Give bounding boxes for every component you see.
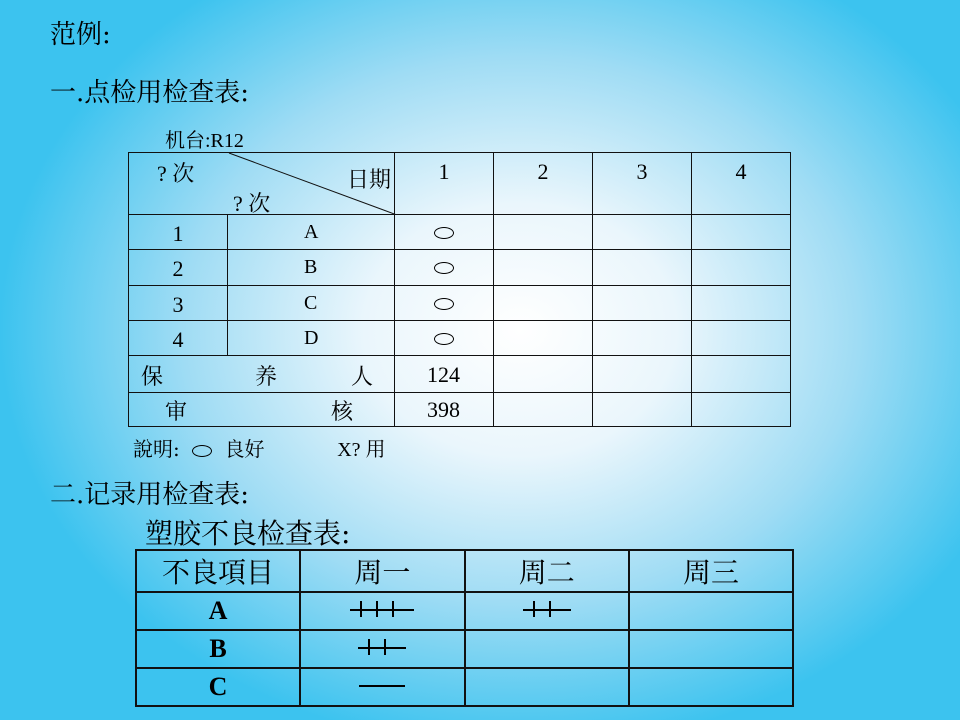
sign-cell bbox=[692, 393, 791, 427]
note-unused: X? 用 bbox=[337, 439, 386, 461]
note-good: 良好 bbox=[224, 437, 265, 461]
check-cell bbox=[395, 250, 494, 286]
defect-row-label: C bbox=[136, 668, 300, 706]
row-item: A bbox=[228, 215, 395, 250]
check-cell bbox=[395, 321, 494, 356]
section2-title: 二.记录用检查表: bbox=[50, 480, 250, 510]
tally-cell bbox=[300, 592, 465, 630]
dash-mark bbox=[359, 676, 405, 694]
corner-bottom-label: ? 次 bbox=[233, 191, 271, 216]
check-cell bbox=[593, 321, 692, 356]
check-cell bbox=[494, 286, 593, 321]
check-cell bbox=[692, 286, 791, 321]
sign-cell bbox=[692, 356, 791, 393]
tally-cell bbox=[629, 668, 793, 706]
check-cell bbox=[692, 321, 791, 356]
day-header: 3 bbox=[593, 153, 692, 215]
reviewer-label-a: 审 bbox=[165, 399, 188, 424]
col-header: 周三 bbox=[629, 550, 793, 592]
col-header: 不良項目 bbox=[136, 550, 300, 592]
sign-cell bbox=[494, 393, 593, 427]
good-mark-icon bbox=[434, 262, 454, 274]
note-prefix: 說明: bbox=[133, 437, 180, 461]
sign-cell bbox=[494, 356, 593, 393]
maintainer-label-a: 保 bbox=[141, 364, 164, 389]
maintainer-label-b: 养 bbox=[255, 364, 278, 389]
day-header: 4 bbox=[692, 153, 791, 215]
tally-cell bbox=[465, 668, 629, 706]
check-cell bbox=[593, 286, 692, 321]
day-header: 2 bbox=[494, 153, 593, 215]
tally-cell bbox=[629, 630, 793, 668]
check-cell bbox=[494, 321, 593, 356]
check-cell bbox=[593, 250, 692, 286]
inspection-table bbox=[128, 152, 791, 427]
good-mark-icon bbox=[434, 227, 454, 239]
check-cell bbox=[593, 215, 692, 250]
maintainer-label-cell bbox=[129, 356, 395, 393]
check-cell bbox=[692, 215, 791, 250]
machine-label: 机台:R12 bbox=[165, 130, 244, 152]
good-mark-icon bbox=[434, 333, 454, 345]
corner-top-label: ? 次 bbox=[157, 161, 195, 186]
corner-header-cell bbox=[129, 153, 395, 215]
tally-mark bbox=[350, 600, 414, 618]
section1-title: 一.点检用检查表: bbox=[50, 78, 250, 108]
page-heading: 范例: bbox=[50, 20, 111, 50]
row-number: 4 bbox=[129, 321, 228, 356]
tally-mark bbox=[523, 600, 571, 618]
tally-cell bbox=[629, 592, 793, 630]
sign-cell bbox=[593, 393, 692, 427]
defect-table-title: 塑胶不良检查表: bbox=[145, 517, 351, 550]
sign-cell bbox=[593, 356, 692, 393]
tally-mark bbox=[358, 638, 406, 656]
row-item: C bbox=[228, 286, 395, 321]
tally-cell bbox=[300, 630, 465, 668]
maintainer-value: 124 bbox=[395, 356, 494, 393]
good-mark-icon bbox=[192, 445, 212, 457]
row-number: 2 bbox=[129, 250, 228, 286]
defect-row-label: B bbox=[136, 630, 300, 668]
tally-cell bbox=[465, 630, 629, 668]
check-cell bbox=[494, 250, 593, 286]
reviewer-value: 398 bbox=[395, 393, 494, 427]
col-header: 周一 bbox=[300, 550, 465, 592]
tally-cell bbox=[300, 668, 465, 706]
row-number: 1 bbox=[129, 215, 228, 250]
tally-cell bbox=[465, 592, 629, 630]
row-item: B bbox=[228, 250, 395, 286]
check-cell bbox=[395, 286, 494, 321]
row-item: D bbox=[228, 321, 395, 356]
day-header: 1 bbox=[395, 153, 494, 215]
reviewer-label-b: 核 bbox=[331, 399, 354, 424]
reviewer-label-cell bbox=[129, 393, 395, 427]
row-number: 3 bbox=[129, 286, 228, 321]
corner-date-label: 日期 bbox=[347, 167, 392, 192]
note-line bbox=[133, 433, 386, 462]
defect-table bbox=[135, 549, 794, 707]
good-mark-icon bbox=[434, 298, 454, 310]
check-cell bbox=[395, 215, 494, 250]
col-header: 周二 bbox=[465, 550, 629, 592]
maintainer-label-c: 人 bbox=[351, 364, 374, 389]
check-cell bbox=[692, 250, 791, 286]
check-cell bbox=[494, 215, 593, 250]
defect-row-label: A bbox=[136, 592, 300, 630]
